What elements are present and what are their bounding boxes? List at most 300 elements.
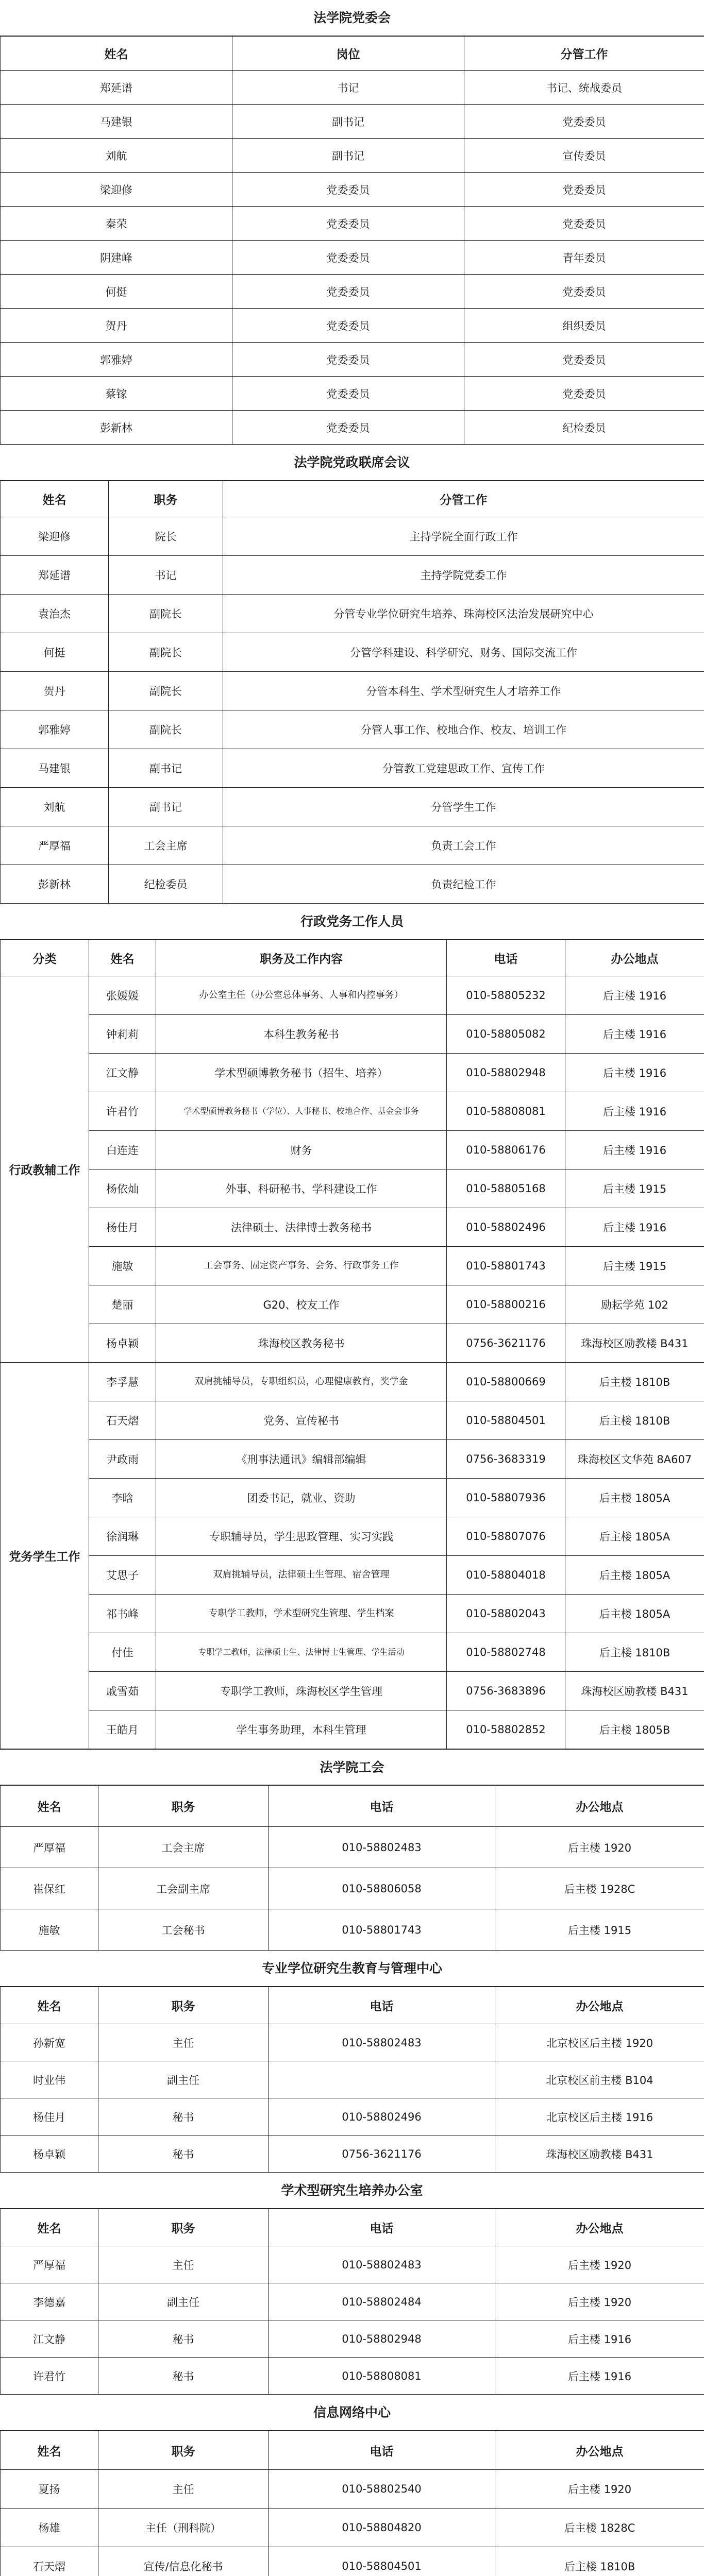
phone-cell: 010-58807936 <box>447 1479 565 1517</box>
name-cell: 严厚福 <box>1 2246 98 2283</box>
table-row <box>1 139 704 173</box>
name-cell: 江文静 <box>1 2320 98 2358</box>
title-cell: 副书记 <box>109 788 223 826</box>
office-cell: 励耘学苑 102 <box>565 1285 704 1324</box>
office-cell: 后主楼 1920 <box>495 1827 704 1868</box>
phone-cell: 010-58802540 <box>269 2470 495 2509</box>
column-header-office: 办公地点 <box>565 940 704 976</box>
phone-cell: 010-58802496 <box>269 2098 495 2136</box>
table-row <box>1 1208 704 1247</box>
name-cell: 时业伟 <box>1 2061 98 2098</box>
name-cell: 李德嘉 <box>1 2283 98 2320</box>
title-cell: 副院长 <box>109 672 223 710</box>
title-cell: 副院长 <box>109 595 223 633</box>
name-cell: 何挺 <box>1 633 109 672</box>
duty-cell: 负责工会工作 <box>223 826 704 865</box>
column-header-phone: 电话 <box>269 1786 495 1827</box>
name-cell: 郑延谱 <box>1 556 109 595</box>
duty-cell: 分管专业学位研究生培养、珠海校区法治发展研究中心 <box>223 595 704 633</box>
duty-cell: 负责纪检工作 <box>223 865 704 904</box>
column-header-office: 办公地点 <box>495 1987 704 2024</box>
position-cell: 党委委员 <box>232 377 464 411</box>
phone-cell: 010-58804501 <box>269 2547 495 2576</box>
table-row <box>1 2470 704 2509</box>
phone-cell: 010-58802948 <box>269 2320 495 2358</box>
position-cell: 副书记 <box>232 139 464 173</box>
office-cell: 北京校区后主楼 1916 <box>495 2098 704 2136</box>
column-header-phone: 电话 <box>447 940 565 976</box>
table-row <box>1 826 704 865</box>
table-row <box>1 2358 704 2395</box>
table-row <box>1 1827 704 1868</box>
duty-cell: 学术型硕博教务秘书（学位）、人事秘书、校地合作、基金会事务 <box>156 1092 447 1131</box>
table-row <box>1 1633 704 1672</box>
table-row <box>1 672 704 710</box>
section-title: 学术型研究生培养办公室 <box>0 2173 704 2209</box>
phone-cell: 010-58802043 <box>447 1595 565 1633</box>
column-header-duty: 分管工作 <box>464 37 704 71</box>
position-cell: 副书记 <box>232 105 464 139</box>
name-cell: 郑延谱 <box>1 71 232 105</box>
table-row <box>1 1131 704 1170</box>
academic-office-table <box>0 2209 704 2395</box>
header-row <box>1 37 704 71</box>
column-header-office: 办公地点 <box>495 2209 704 2246</box>
info-center-table <box>0 2431 704 2576</box>
phone-cell: 010-58806176 <box>447 1131 565 1170</box>
title-cell: 主任 <box>98 2024 269 2061</box>
table-row <box>1 1909 704 1951</box>
table-row <box>1 1015 704 1054</box>
title-cell: 秘书 <box>98 2136 269 2173</box>
header-row <box>1 2209 704 2246</box>
office-cell: 后主楼 1920 <box>495 2246 704 2283</box>
name-cell: 戚雪茹 <box>89 1672 156 1710</box>
name-cell: 徐润琳 <box>89 1517 156 1556</box>
name-cell: 郭雅婷 <box>1 710 109 749</box>
office-cell: 后主楼 1916 <box>565 1131 704 1170</box>
office-cell: 后主楼 1915 <box>565 1247 704 1285</box>
duty-cell: 外事、科研秘书、学科建设工作 <box>156 1170 447 1208</box>
column-header-position: 岗位 <box>232 37 464 71</box>
office-cell: 后主楼 1916 <box>495 2320 704 2358</box>
duty-cell: 党委委员 <box>464 105 704 139</box>
office-cell: 后主楼 1805B <box>565 1710 704 1749</box>
section-title: 法学院党政联席会议 <box>0 445 704 481</box>
name-cell: 杨卓颖 <box>1 2136 98 2173</box>
office-cell: 后主楼 1920 <box>495 2470 704 2509</box>
office-cell: 后主楼 1810B <box>565 1363 704 1401</box>
table-row <box>1 1247 704 1285</box>
name-cell: 李孚慧 <box>89 1363 156 1401</box>
duty-cell: 纪检委员 <box>464 411 704 445</box>
party-committee-section <box>0 0 704 445</box>
phone-cell: 010-58800216 <box>447 1285 565 1324</box>
office-cell: 北京校区前主楼 B104 <box>495 2061 704 2098</box>
duty-cell: G20、校友工作 <box>156 1285 447 1324</box>
column-header-name: 姓名 <box>1 481 109 517</box>
phone-cell: 0756-3683319 <box>447 1440 565 1479</box>
name-cell: 钟莉莉 <box>89 1015 156 1054</box>
table-row <box>1 1556 704 1595</box>
table-row <box>1 865 704 904</box>
name-cell: 王皓月 <box>89 1710 156 1749</box>
name-cell: 严厚福 <box>1 1827 98 1868</box>
phone-cell: 010-58801743 <box>269 1909 495 1951</box>
office-cell: 后主楼 1810B <box>565 1633 704 1672</box>
table-row <box>1 710 704 749</box>
column-header-name: 姓名 <box>1 2431 98 2470</box>
position-cell: 党委委员 <box>232 411 464 445</box>
name-cell: 梁迎修 <box>1 517 109 556</box>
title-cell: 工会副主席 <box>98 1868 269 1909</box>
table-row <box>1 1054 704 1092</box>
duty-cell: 分管人事工作、校地合作、校友、培训工作 <box>223 710 704 749</box>
phone-cell: 0756-3683896 <box>447 1672 565 1710</box>
name-cell: 贺丹 <box>1 672 109 710</box>
table-row <box>1 2283 704 2320</box>
office-cell: 珠海校区励教楼 B431 <box>565 1672 704 1710</box>
name-cell: 何挺 <box>1 275 232 309</box>
name-cell: 彭新林 <box>1 865 109 904</box>
column-header-name: 姓名 <box>1 1786 98 1827</box>
column-header-phone: 电话 <box>269 2209 495 2246</box>
column-header-name: 姓名 <box>1 1987 98 2024</box>
table-row <box>1 2246 704 2283</box>
duty-cell: 分管学生工作 <box>223 788 704 826</box>
phone-cell: 010-58804820 <box>269 2509 495 2547</box>
column-header-office: 办公地点 <box>495 2431 704 2470</box>
duty-cell: 分管教工党建思政工作、宣传工作 <box>223 749 704 788</box>
position-cell: 党委委员 <box>232 207 464 241</box>
section-title: 专业学位研究生教育与管理中心 <box>0 1951 704 1987</box>
column-header-category: 分类 <box>1 940 89 976</box>
office-cell: 后主楼 1916 <box>565 976 704 1015</box>
office-cell: 后主楼 1805A <box>565 1479 704 1517</box>
section-title: 信息网络中心 <box>0 2395 704 2431</box>
title-cell: 院长 <box>109 517 223 556</box>
duty-cell: 专职学工教师，珠海校区学生管理 <box>156 1672 447 1710</box>
duty-cell: 财务 <box>156 1131 447 1170</box>
name-cell: 付佳 <box>89 1633 156 1672</box>
section-title: 行政党务工作人员 <box>0 904 704 940</box>
name-cell: 施敏 <box>1 1909 98 1951</box>
office-cell: 后主楼 1805A <box>565 1517 704 1556</box>
column-header-name: 姓名 <box>89 940 156 976</box>
office-cell: 后主楼 1805A <box>565 1595 704 1633</box>
name-cell: 夏扬 <box>1 2470 98 2509</box>
phone-cell <box>269 2061 495 2098</box>
office-cell: 后主楼 1828C <box>495 2509 704 2547</box>
office-cell: 珠海校区文华苑 8A607 <box>565 1440 704 1479</box>
duty-cell: 本科生教务秘书 <box>156 1015 447 1054</box>
name-cell: 施敏 <box>89 1247 156 1285</box>
column-header-name: 姓名 <box>1 2209 98 2246</box>
table-row <box>1 1170 704 1208</box>
office-cell: 后主楼 1915 <box>495 1909 704 1951</box>
union-table <box>0 1785 704 1951</box>
phone-cell: 010-58808081 <box>447 1092 565 1131</box>
title-cell: 秘书 <box>98 2320 269 2358</box>
duty-cell: 党务、宣传秘书 <box>156 1401 447 1440</box>
name-cell: 刘航 <box>1 139 232 173</box>
duty-cell: 党委委员 <box>464 377 704 411</box>
table-row <box>1 173 704 207</box>
table-row <box>1 556 704 595</box>
duty-cell: 法律硕士、法律博士教务秘书 <box>156 1208 447 1247</box>
name-cell: 崔保红 <box>1 1868 98 1909</box>
position-cell: 党委委员 <box>232 173 464 207</box>
office-cell: 珠海校区励教楼 B431 <box>495 2136 704 2173</box>
phone-cell: 010-58808081 <box>269 2358 495 2395</box>
name-cell: 贺丹 <box>1 309 232 343</box>
header-row <box>1 940 704 976</box>
name-cell: 孙新宽 <box>1 2024 98 2061</box>
office-cell: 后主楼 1920 <box>495 2283 704 2320</box>
name-cell: 许君竹 <box>89 1092 156 1131</box>
column-header-duty: 职务及工作内容 <box>156 940 447 976</box>
phone-cell: 010-58805168 <box>447 1170 565 1208</box>
title-cell: 副院长 <box>109 633 223 672</box>
table-row <box>1 343 704 377</box>
duty-cell: 工会事务、固定资产事务、会务、行政事务工作 <box>156 1247 447 1285</box>
name-cell: 杨佳月 <box>1 2098 98 2136</box>
name-cell: 杨佳月 <box>89 1208 156 1247</box>
title-cell: 宣传/信息化秘书 <box>98 2547 269 2576</box>
table-row <box>1 1517 704 1556</box>
duty-cell: 党委委员 <box>464 275 704 309</box>
table-row <box>1 1672 704 1710</box>
table-row <box>1 788 704 826</box>
phone-cell: 0756-3621176 <box>447 1324 565 1363</box>
category-cell: 党务学生工作 <box>1 1363 89 1749</box>
phone-cell: 010-58804018 <box>447 1556 565 1595</box>
table-row <box>1 2509 704 2547</box>
position-cell: 党委委员 <box>232 343 464 377</box>
position-cell: 党委委员 <box>232 241 464 275</box>
name-cell: 阴建峰 <box>1 241 232 275</box>
column-header-title: 职务 <box>98 1987 269 2024</box>
position-cell: 党委委员 <box>232 309 464 343</box>
name-cell: 马建银 <box>1 749 109 788</box>
name-cell: 张媛媛 <box>89 976 156 1015</box>
duty-cell: 学生事务助理，本科生管理 <box>156 1710 447 1749</box>
header-row <box>1 1786 704 1827</box>
column-header-name: 姓名 <box>1 37 232 71</box>
phone-cell: 010-58807076 <box>447 1517 565 1556</box>
office-cell: 后主楼 1916 <box>565 1054 704 1092</box>
duty-cell: 专职辅导员，学生思政管理、实习实践 <box>156 1517 447 1556</box>
table-row <box>1 1440 704 1479</box>
table-row <box>1 1401 704 1440</box>
position-cell: 党委委员 <box>232 275 464 309</box>
column-header-phone: 电话 <box>269 1987 495 2024</box>
duty-cell: 《刑事法通讯》编辑部编辑 <box>156 1440 447 1479</box>
name-cell: 杨雄 <box>1 2509 98 2547</box>
name-cell: 蔡镓 <box>1 377 232 411</box>
position-cell: 书记 <box>232 71 464 105</box>
phone-cell: 010-58802484 <box>269 2283 495 2320</box>
category-cell: 行政教辅工作 <box>1 976 89 1363</box>
name-cell: 尹政雨 <box>89 1440 156 1479</box>
phone-cell: 010-58804501 <box>447 1401 565 1440</box>
phone-cell: 010-58802748 <box>447 1633 565 1672</box>
duty-cell: 分管本科生、学术型研究生人才培养工作 <box>223 672 704 710</box>
name-cell: 袁治杰 <box>1 595 109 633</box>
office-cell: 后主楼 1915 <box>565 1170 704 1208</box>
title-cell: 副主任 <box>98 2061 269 2098</box>
name-cell: 楚丽 <box>89 1285 156 1324</box>
section-title: 法学院工会 <box>0 1749 704 1785</box>
duty-cell: 党委委员 <box>464 343 704 377</box>
office-cell: 后主楼 1916 <box>565 1208 704 1247</box>
duty-cell: 主持学院党委工作 <box>223 556 704 595</box>
name-cell: 严厚福 <box>1 826 109 865</box>
office-cell: 珠海校区励教楼 B431 <box>565 1324 704 1363</box>
phone-cell: 010-58805232 <box>447 976 565 1015</box>
title-cell: 秘书 <box>98 2358 269 2395</box>
title-cell: 主任 <box>98 2246 269 2283</box>
office-cell: 后主楼 1928C <box>495 1868 704 1909</box>
title-cell: 副主任 <box>98 2283 269 2320</box>
table-row <box>1 976 704 1015</box>
name-cell: 江文静 <box>89 1054 156 1092</box>
name-cell: 祁书峰 <box>89 1595 156 1633</box>
duty-cell: 双肩挑辅导员，法律硕士生管理、宿舍管理 <box>156 1556 447 1595</box>
table-row <box>1 241 704 275</box>
professional-center-table <box>0 1987 704 2173</box>
joint-meeting-table <box>0 481 704 904</box>
table-row <box>1 2061 704 2098</box>
name-cell: 李晗 <box>89 1479 156 1517</box>
table-row <box>1 377 704 411</box>
duty-cell: 党委委员 <box>464 207 704 241</box>
header-row <box>1 2431 704 2470</box>
phone-cell: 010-58805082 <box>447 1015 565 1054</box>
duty-cell: 书记、统战委员 <box>464 71 704 105</box>
table-row <box>1 71 704 105</box>
duty-cell: 青年委员 <box>464 241 704 275</box>
professional-center-section <box>0 1951 704 2173</box>
phone-cell: 010-58802483 <box>269 2246 495 2283</box>
phone-cell: 010-58802496 <box>447 1208 565 1247</box>
title-cell: 主任 <box>98 2470 269 2509</box>
section-title: 法学院党委会 <box>0 0 704 36</box>
table-row <box>1 309 704 343</box>
duty-cell: 分管学科建设、科学研究、财务、国际交流工作 <box>223 633 704 672</box>
name-cell: 许君竹 <box>1 2358 98 2395</box>
column-header-phone: 电话 <box>269 2431 495 2470</box>
table-row <box>1 411 704 445</box>
table-row <box>1 1868 704 1909</box>
phone-cell: 010-58801743 <box>447 1247 565 1285</box>
column-header-office: 办公地点 <box>495 1786 704 1827</box>
office-cell: 后主楼 1916 <box>565 1015 704 1054</box>
column-header-title: 职务 <box>98 2209 269 2246</box>
duty-cell: 组织委员 <box>464 309 704 343</box>
duty-cell: 专职学工教师，法律硕士生、法律博士生管理、学生活动 <box>156 1633 447 1672</box>
phone-cell: 010-58806058 <box>269 1868 495 1909</box>
table-row <box>1 105 704 139</box>
table-row <box>1 2547 704 2576</box>
name-cell: 秦荣 <box>1 207 232 241</box>
name-cell: 白连连 <box>89 1131 156 1170</box>
joint-meeting-section <box>0 445 704 904</box>
phone-cell: 0756-3621176 <box>269 2136 495 2173</box>
title-cell: 副院长 <box>109 710 223 749</box>
column-header-title: 职务 <box>98 1786 269 1827</box>
office-cell: 后主楼 1805A <box>565 1556 704 1595</box>
duty-cell: 双肩挑辅导员，专职组织员，心理健康教育，奖学金 <box>156 1363 447 1401</box>
duty-cell: 珠海校区教务秘书 <box>156 1324 447 1363</box>
table-row <box>1 517 704 556</box>
name-cell: 马建银 <box>1 105 232 139</box>
table-row <box>1 1479 704 1517</box>
table-row <box>1 2136 704 2173</box>
table-row <box>1 1595 704 1633</box>
name-cell: 石天熠 <box>1 2547 98 2576</box>
phone-cell: 010-58802483 <box>269 1827 495 1868</box>
office-cell: 后主楼 1916 <box>495 2358 704 2395</box>
name-cell: 彭新林 <box>1 411 232 445</box>
table-row <box>1 2098 704 2136</box>
duty-cell: 主持学院全面行政工作 <box>223 517 704 556</box>
admin-staff-table <box>0 940 704 1749</box>
title-cell: 工会秘书 <box>98 1909 269 1951</box>
table-row <box>1 1324 704 1363</box>
name-cell: 郭雅婷 <box>1 343 232 377</box>
union-section <box>0 1749 704 1951</box>
title-cell: 工会主席 <box>98 1827 269 1868</box>
phone-cell: 010-58802852 <box>447 1710 565 1749</box>
name-cell: 梁迎修 <box>1 173 232 207</box>
header-row <box>1 481 704 517</box>
name-cell: 杨卓颖 <box>89 1324 156 1363</box>
table-row <box>1 275 704 309</box>
duty-cell: 党委委员 <box>464 173 704 207</box>
title-cell: 副书记 <box>109 749 223 788</box>
duty-cell: 专职学工教师，学术型研究生管理、学生档案 <box>156 1595 447 1633</box>
table-row <box>1 1285 704 1324</box>
phone-cell: 010-58802948 <box>447 1054 565 1092</box>
phone-cell: 010-58802483 <box>269 2024 495 2061</box>
office-cell: 后主楼 1810B <box>565 1401 704 1440</box>
office-cell: 后主楼 1916 <box>565 1092 704 1131</box>
office-cell: 后主楼 1810B <box>495 2547 704 2576</box>
name-cell: 石天熠 <box>89 1401 156 1440</box>
table-row <box>1 1363 704 1401</box>
header-row <box>1 1987 704 2024</box>
title-cell: 纪检委员 <box>109 865 223 904</box>
duty-cell: 宣传委员 <box>464 139 704 173</box>
table-row <box>1 2024 704 2061</box>
office-cell: 北京校区后主楼 1920 <box>495 2024 704 2061</box>
table-row <box>1 2320 704 2358</box>
title-cell: 书记 <box>109 556 223 595</box>
duty-cell: 学术型硕博教务秘书（招生、培养） <box>156 1054 447 1092</box>
info-center-section <box>0 2395 704 2576</box>
table-row <box>1 633 704 672</box>
table-row <box>1 749 704 788</box>
phone-cell: 010-58800669 <box>447 1363 565 1401</box>
column-header-title: 职务 <box>98 2431 269 2470</box>
academic-office-section <box>0 2173 704 2395</box>
column-header-title: 职务 <box>109 481 223 517</box>
name-cell: 艾思子 <box>89 1556 156 1595</box>
title-cell: 主任（刑科院） <box>98 2509 269 2547</box>
name-cell: 杨依灿 <box>89 1170 156 1208</box>
table-row <box>1 1092 704 1131</box>
